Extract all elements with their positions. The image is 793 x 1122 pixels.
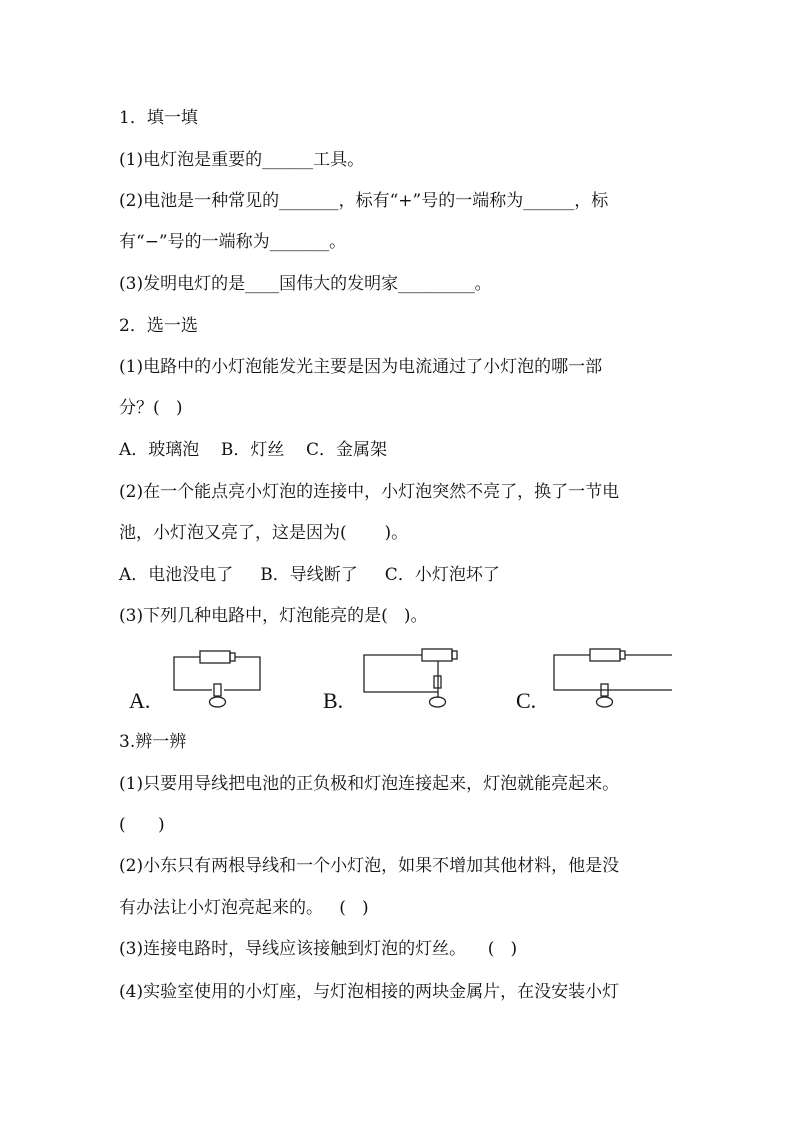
option-b-label: B.	[323, 688, 344, 713]
s2-question-2-line-2: 池，小灯泡又亮了，这是因为( )。	[119, 523, 409, 543]
circuit-diagrams-svg	[112, 640, 672, 720]
section-1-title: 1．填一填	[119, 108, 198, 128]
option-a-label: A.	[129, 688, 151, 713]
s2-question-2-line-1: (2)在一个能点亮小灯泡的连接中，小灯泡突然不亮了，换了一节电	[119, 482, 620, 502]
s1-question-2-line-2: 有“−”号的一端称为_______。	[119, 232, 347, 252]
s2-question-2-options: A．电池没电了 B．导线断了 C．小灯泡坏了	[119, 565, 500, 585]
option-c-label: C.	[516, 688, 537, 713]
circuit-a-drawing	[174, 651, 260, 707]
section-2-title: 2．选一选	[119, 316, 198, 336]
s3-question-2-line-2: 有办法让小灯泡亮起来的。 ( )	[119, 898, 369, 918]
s2-question-3: (3)下列几种电路中，灯泡能亮的是( )。	[119, 606, 428, 626]
section-3-title: 3.辨一辨	[119, 732, 187, 752]
s1-question-1: (1)电灯泡是重要的______工具。	[119, 150, 365, 170]
s1-question-2-line-1: (2)电池是一种常见的_______，标有“+”号的一端称为______，标	[119, 191, 609, 211]
s1-question-3: (3)发明电灯的是____国伟大的发明家_________。	[119, 274, 492, 294]
s3-question-1-line-1: (1)只要用导线把电池的正负极和灯泡连接起来，灯泡就能亮起来。	[119, 774, 620, 794]
circuit-diagrams	[112, 640, 672, 720]
s2-question-1-line-2: 分？( )	[119, 398, 183, 418]
s3-question-1-line-2: ( )	[119, 815, 165, 835]
s3-question-4-line-1: (4)实验室使用的小灯座，与灯泡相接的两块金属片，在没安装小灯	[119, 982, 620, 1002]
s2-question-1-line-1: (1)电路中的小灯泡能发光主要是因为电流通过了小灯泡的哪一部	[119, 357, 603, 377]
s3-question-2-line-1: (2)小东只有两根导线和一个小灯泡，如果不增加其他材料，他是没	[119, 856, 620, 876]
circuit-c-drawing	[554, 649, 672, 707]
s2-question-1-options: A．玻璃泡 B．灯丝 C．金属架	[119, 440, 388, 460]
circuit-b-drawing	[364, 649, 457, 707]
s3-question-3: (3)连接电路时，导线应该接触到灯泡的灯丝。 ( )	[119, 939, 518, 959]
